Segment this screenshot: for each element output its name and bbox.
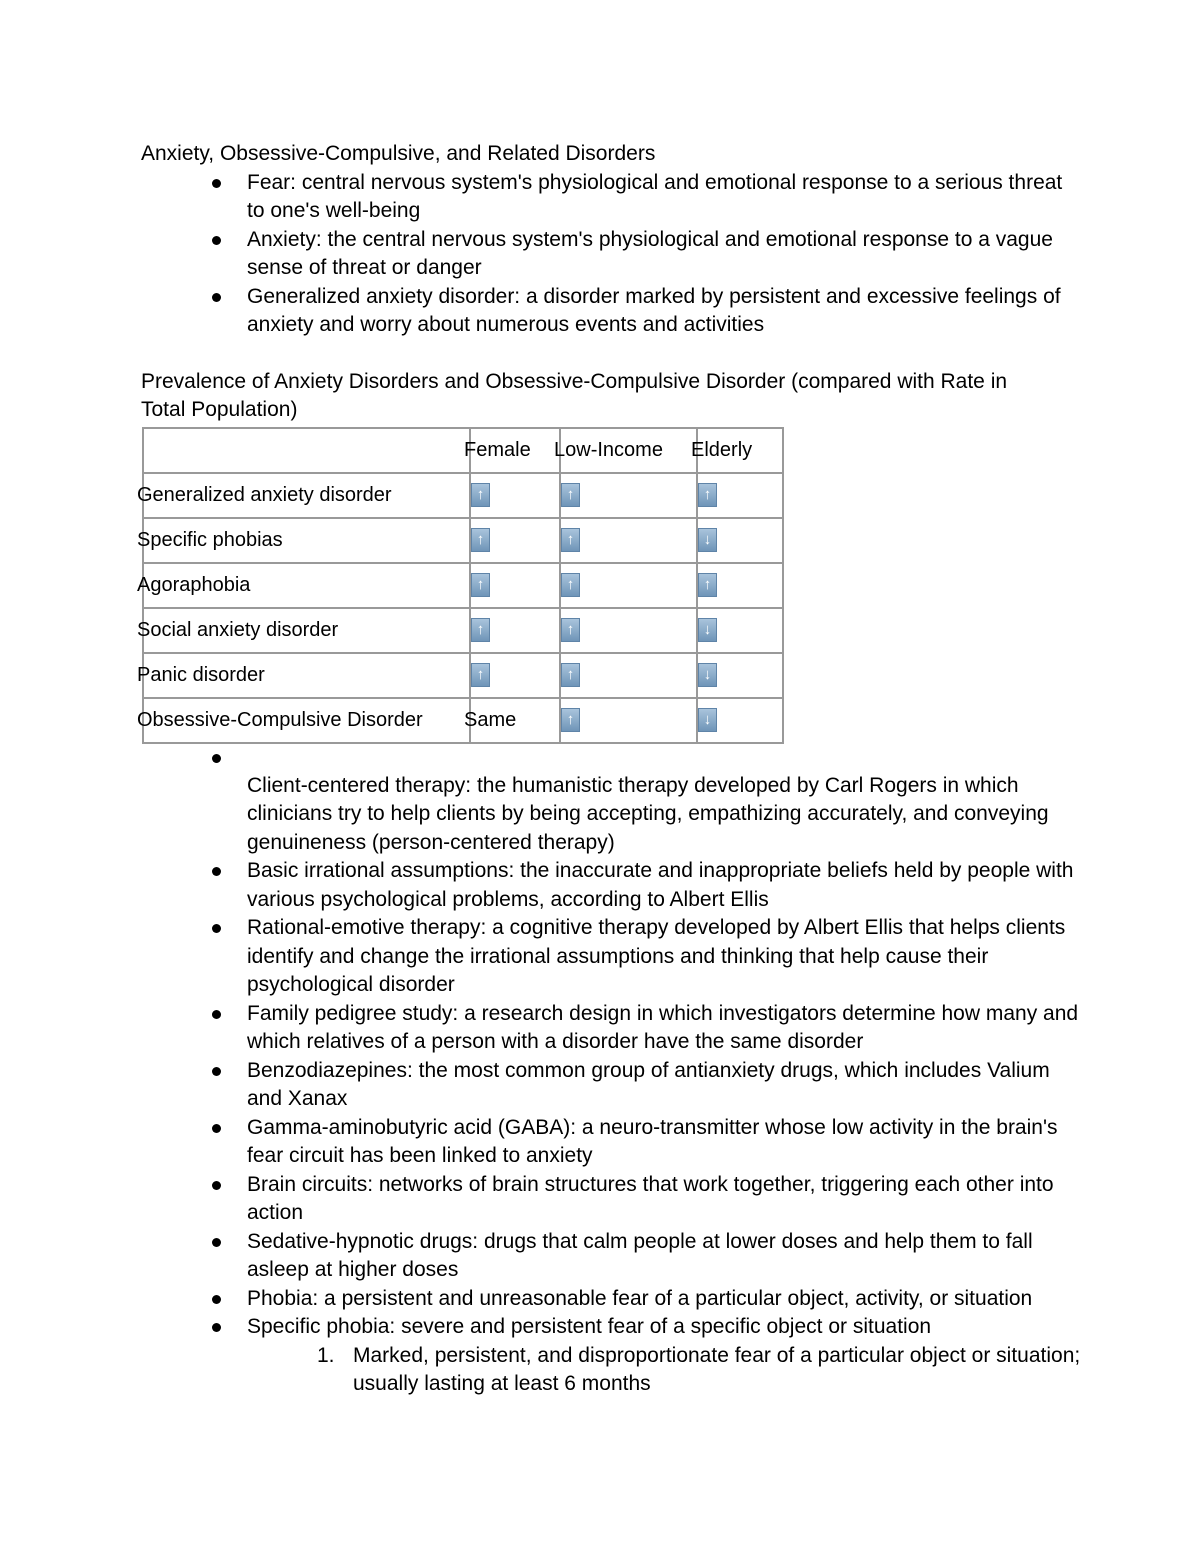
list-item bbox=[141, 1000, 1081, 1057]
table-row bbox=[143, 563, 783, 608]
list-item bbox=[141, 1313, 1081, 1342]
table-title: Prevalence of Anxiety Disorders and Obsessive-Compulsive Disorder (compared with Rate in Total Population) bbox=[141, 369, 1008, 421]
list-item-text: Anxiety: the central nervous system's physiological and emotional response to a vague sense of threat or danger bbox=[247, 227, 1053, 279]
row-label-cell: Generalized anxiety disorder bbox=[143, 473, 470, 518]
row-label-cell: Social anxiety disorder bbox=[143, 608, 470, 653]
table-cell: Same bbox=[470, 698, 560, 743]
numbered-item-text: Marked, persistent, and disproportionate fear of a particular object or situation; usually lasting at least 6 months bbox=[353, 1343, 1081, 1395]
document-body bbox=[137, 140, 1081, 1399]
table-cell bbox=[470, 608, 560, 653]
table-header-cell bbox=[143, 428, 470, 473]
bullet-icon bbox=[212, 1181, 221, 1190]
arrow-up-icon: ↑ bbox=[561, 663, 580, 687]
arrow-up-icon: ↑ bbox=[698, 483, 717, 507]
bullet-icon bbox=[212, 924, 221, 933]
table-cell bbox=[560, 518, 697, 563]
list-item-text: Family pedigree study: a research design in which investigators determine how many and which relatives of a person with a disorder have the same disorder bbox=[247, 1001, 1079, 1053]
bullet-icon bbox=[212, 1067, 221, 1076]
list-item bbox=[141, 226, 1081, 283]
table-header-row bbox=[143, 428, 783, 473]
arrow-down-icon: ↓ bbox=[698, 618, 717, 642]
arrow-up-icon: ↑ bbox=[698, 573, 717, 597]
table-cell bbox=[560, 563, 697, 608]
list-item-text: Rational-emotive therapy: a cognitive therapy developed by Albert Ellis that helps clients identify and change the irrational assumptions and thinking that help cause their psychological disorder bbox=[247, 916, 1066, 996]
table-cell bbox=[470, 653, 560, 698]
numbered-list bbox=[141, 1342, 1081, 1399]
arrow-up-icon: ↑ bbox=[561, 618, 580, 642]
row-label-cell: Obsessive-Compulsive Disorder bbox=[143, 698, 470, 743]
table-cell bbox=[470, 518, 560, 563]
row-label-cell: Agoraphobia bbox=[143, 563, 470, 608]
table-cell bbox=[697, 518, 783, 563]
table-row bbox=[143, 698, 783, 743]
table-header-cell: Female bbox=[470, 428, 560, 473]
document-title: Anxiety, Obsessive-Compulsive, and Related Disorders bbox=[141, 142, 656, 165]
arrow-down-icon: ↓ bbox=[698, 663, 717, 687]
list-item bbox=[141, 1057, 1081, 1114]
list-item-text: Specific phobia: severe and persistent fear of a specific object or situation bbox=[247, 1315, 932, 1338]
list-item bbox=[141, 1114, 1081, 1171]
table-row bbox=[143, 473, 783, 518]
arrow-up-icon: ↑ bbox=[471, 528, 490, 552]
table-cell bbox=[560, 698, 697, 743]
table-header-cell: Elderly bbox=[697, 428, 783, 473]
list-item-text: Basic irrational assumptions: the inaccurate and inappropriate beliefs held by people with various psychological problems, according to Albert Ellis bbox=[247, 859, 1074, 911]
bullet-icon bbox=[212, 867, 221, 876]
row-label-cell: Panic disorder bbox=[143, 653, 470, 698]
bullet-list bbox=[141, 744, 1081, 1342]
table-cell bbox=[697, 563, 783, 608]
table-cell bbox=[697, 473, 783, 518]
list-item bbox=[141, 1171, 1081, 1228]
table-cell bbox=[470, 473, 560, 518]
table-cell bbox=[470, 563, 560, 608]
table-cell bbox=[560, 653, 697, 698]
list-item-text: Client-centered therapy: the humanistic therapy developed by Carl Rogers in which clinicians try to help clients by being accepting, empathizing accurately, and conveying genuineness (person-centered therapy) bbox=[247, 773, 1049, 854]
list-item bbox=[141, 1285, 1081, 1314]
list-item-text: Phobia: a persistent and unreasonable fear of a particular object, activity, or situation bbox=[247, 1286, 1033, 1310]
bullet-icon bbox=[212, 1010, 221, 1019]
numbered-item bbox=[141, 1342, 1081, 1399]
list-item-text: Brain circuits: networks of brain structures that work together, triggering each other into action bbox=[247, 1172, 1054, 1224]
intro-bullet-list bbox=[141, 169, 1081, 340]
table-header-cell: Low-Income bbox=[560, 428, 697, 473]
list-item bbox=[141, 744, 1081, 772]
bullet-icon bbox=[212, 236, 221, 245]
bullet-icon bbox=[212, 1124, 221, 1133]
list-item-text: Gamma-aminobutyric acid (GABA): a neuro-transmitter whose low activity in the brain's fear circuit has been linked to anxiety bbox=[247, 1115, 1058, 1167]
arrow-up-icon: ↑ bbox=[471, 663, 490, 687]
bullet-icon bbox=[212, 179, 221, 188]
arrow-down-icon: ↓ bbox=[698, 708, 717, 732]
list-item bbox=[141, 283, 1081, 340]
table-cell bbox=[697, 653, 783, 698]
list-item bbox=[141, 914, 1081, 1000]
table-row bbox=[143, 653, 783, 698]
bullet-icon bbox=[212, 1238, 221, 1247]
list-item-text: Benzodiazepines: the most common group of antianxiety drugs, which includes Valium and Xanax bbox=[247, 1058, 1050, 1110]
item-number: 1. bbox=[317, 1343, 335, 1367]
table-row bbox=[143, 518, 783, 563]
list-item bbox=[141, 169, 1081, 226]
table-cell bbox=[697, 608, 783, 653]
row-label-cell: Specific phobias bbox=[143, 518, 470, 563]
bullet-icon bbox=[212, 754, 221, 763]
list-item bbox=[141, 1228, 1081, 1285]
list-item-text: Sedative-hypnotic drugs: drugs that calm people at lower doses and help them to fall asleep at higher doses bbox=[247, 1229, 1033, 1281]
arrow-down-icon: ↓ bbox=[698, 528, 717, 552]
table-cell bbox=[560, 473, 697, 518]
arrow-up-icon: ↑ bbox=[471, 573, 490, 597]
arrow-up-icon: ↑ bbox=[561, 708, 580, 732]
table-body bbox=[137, 473, 783, 743]
list-item bbox=[141, 857, 1081, 914]
bullet-icon bbox=[212, 1295, 221, 1304]
list-item bbox=[141, 772, 1081, 858]
list-item-text: Generalized anxiety disorder: a disorder marked by persistent and excessive feelings of anxiety and worry about numerous events and activities bbox=[247, 284, 1061, 336]
prevalence-table bbox=[137, 427, 784, 744]
arrow-up-icon: ↑ bbox=[471, 483, 490, 507]
arrow-up-icon: ↑ bbox=[471, 618, 490, 642]
table-row bbox=[143, 608, 783, 653]
list-item-text: Fear: central nervous system's physiological and emotional response to a serious threat to one's well-being bbox=[247, 170, 1063, 222]
bullet-icon bbox=[212, 1323, 221, 1332]
table-cell bbox=[697, 698, 783, 743]
arrow-up-icon: ↑ bbox=[561, 573, 580, 597]
arrow-up-icon: ↑ bbox=[561, 483, 580, 507]
bullet-icon bbox=[212, 293, 221, 302]
arrow-up-icon: ↑ bbox=[561, 528, 580, 552]
table-cell bbox=[560, 608, 697, 653]
